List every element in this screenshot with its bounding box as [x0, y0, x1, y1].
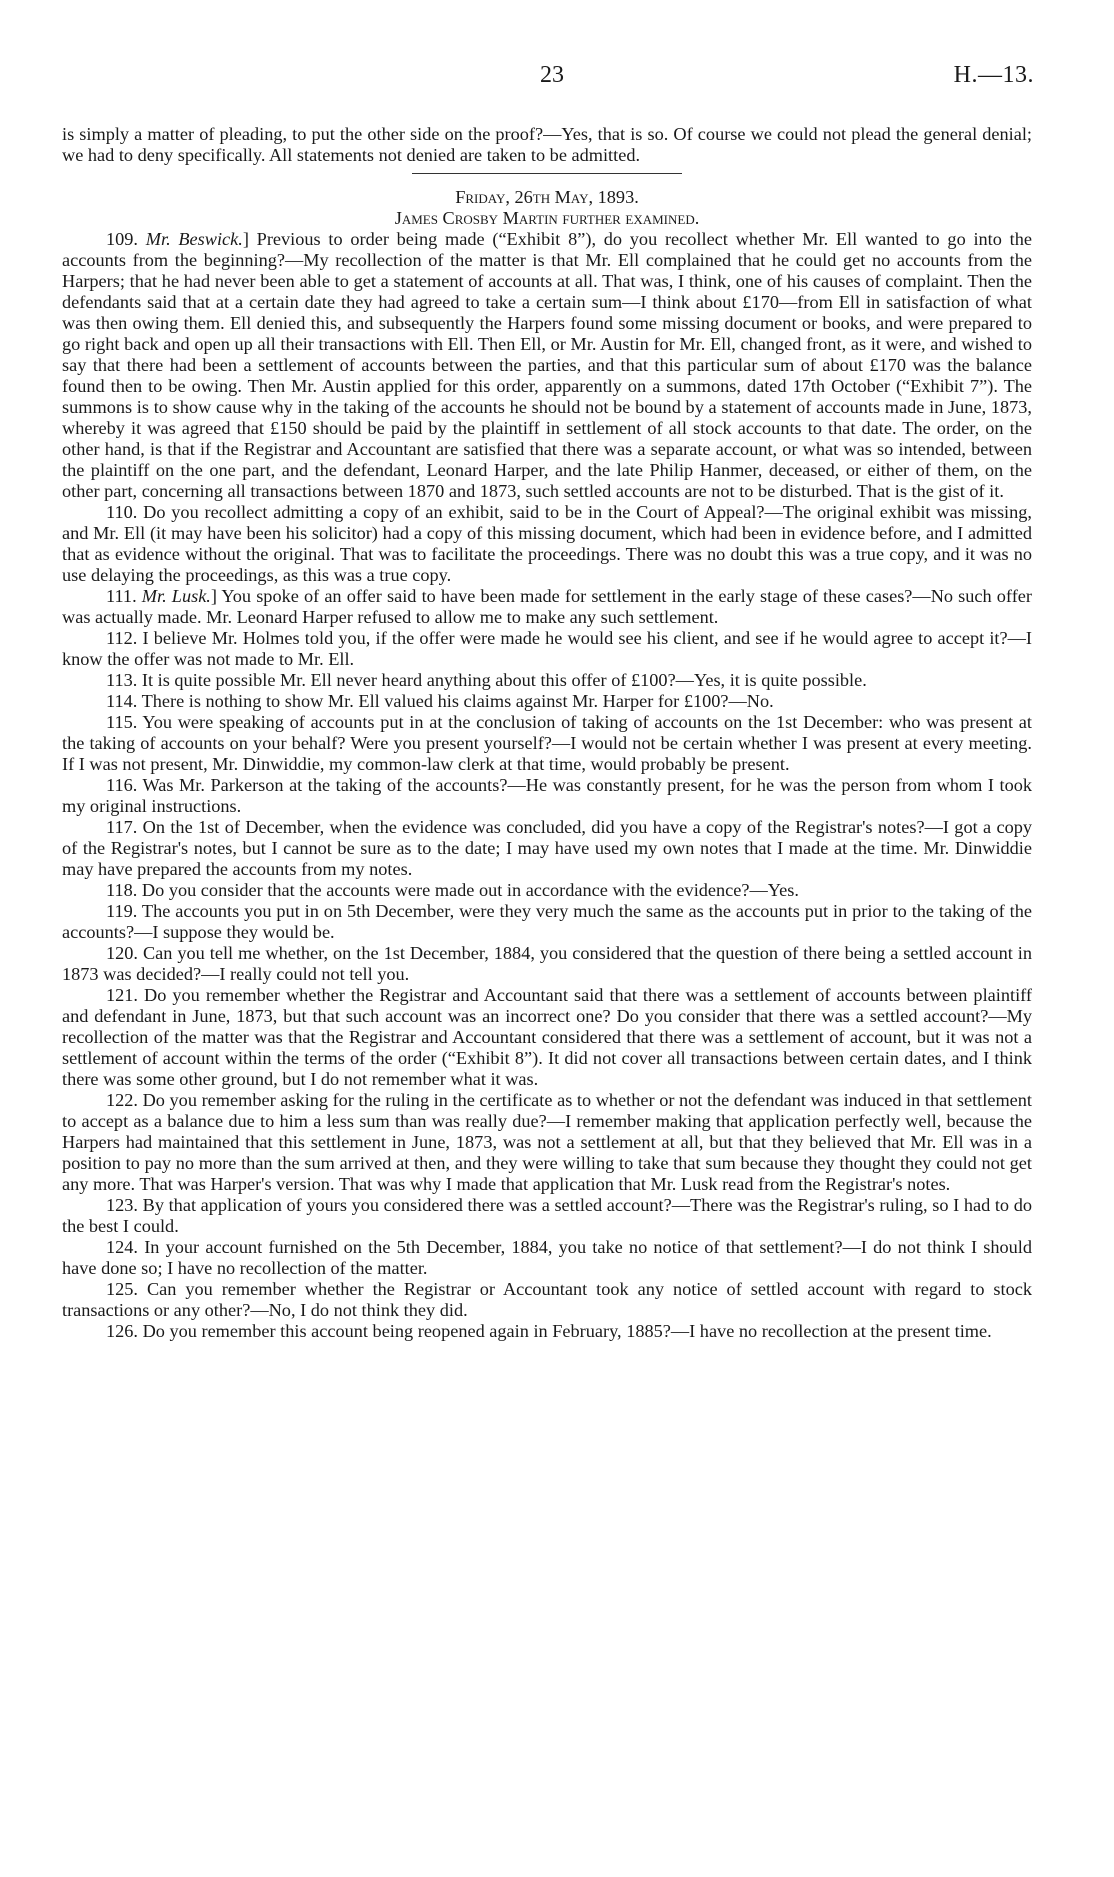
question-answer-text: Can you remember whether the Registrar or Accountant took any notice of settled account with regard to stock transactions or any other?—No, I do not think they did. — [62, 1279, 1032, 1320]
question-number: 112. — [106, 628, 138, 648]
question-number: 124. — [106, 1237, 138, 1257]
page-header — [0, 62, 1114, 102]
examination-paragraph — [62, 1279, 1032, 1321]
question-answer-text: I believe Mr. Holmes told you, if the offer were made he would see his client, and see if he would agree to accept it?—I know the offer was not made to Mr. Ell. — [62, 628, 1032, 669]
question-answer-text: Was Mr. Parkerson at the taking of the accounts?—He was constantly present, for he was the person from whom I took my original instructions. — [62, 775, 1032, 816]
speaker-name: Mr. Lusk. — [141, 586, 211, 606]
speaker-name: Mr. Beswick. — [145, 229, 243, 249]
question-number: 123. — [106, 1195, 138, 1215]
question-number: 116. — [106, 775, 138, 795]
question-answer-text: By that application of yours you considered there was a settled account?—There was the Registrar's ruling, so I had to do the best I could. — [62, 1195, 1032, 1236]
question-number: 110. — [106, 502, 138, 522]
question-answer-text: Do you remember asking for the ruling in the certificate as to whether or not the defendant was induced in that settlement to accept as a balance due to him a less sum than was really due?—I remember making that application perfectly well, because the Harpers had maintained that this settlement in June, 1873, was not a settlement at all, but that they believed that Mr. Ell was in a position to pay no more than the sum arrived at then, and they were willing to take that sum because they thought they could not get any more. That was Harper's version. That was why I made that application that Mr. Lusk read from the Registrar's notes. — [62, 1090, 1033, 1194]
question-answer-text: Do you remember this account being reopened again in February, 1885?—I have no recollection at the present time. — [142, 1321, 992, 1341]
examination-paragraph: 109. Mr. Beswick.] Previous to order being made (“Exhibit 8”), do you recollect whether Mr. Ell wanted to go into the accounts from the beginning?—My recollection of the matter is that Mr. Ell complained that he could get no accounts from the Harpers; that he had never been able to get a statement of accounts at all. That was, I think, one of his causes of complaint. Then the defendants said that at a certain date they had agreed to take a certain sum—I think about £170—from Ell in satisfaction of what was then owing them. Ell denied this, and subsequently the Harpers found some missing document or books, and were prepared to go right back and open up all their transactions with Ell. Then Ell, or Mr. Austin for Mr. Ell, changed front, as it were, and wished to say that there had been a settlement of accounts between the parties, and that this particular sum of about £170 was the balance found then to be owing. Then Mr. Austin applied for this order, apparently on a summons, dated 17th October (“Exhibit 7”). The summons is to show cause why in the taking of the accounts he should not be bound by a statement of accounts made in June, 1873, whereby it was agreed that £150 should be paid by the plaintiff in settlement of all stock accounts to that date. The order, on the other hand, is that if the Registrar and Accountant are satisfied that there was a separate account, or what was so intended, between the plaintiff on the one part, and the defendant, Leonard Harper, and the late Philip Hanmer, deceased, or either of them, on the other part, concerning all transactions between 1870 and 1873, such settled accounts are not to be disturbed. That is the gist of it. — [62, 229, 1032, 501]
examination-paragraph — [62, 1321, 1032, 1342]
examination-paragraph — [62, 502, 1032, 586]
section-divider — [412, 173, 682, 174]
question-answer-text: Do you remember whether the Registrar and Accountant said that there was a settlement of accounts between plaintiff and defendant in June, 1873, but that such account was an incorrect one? Do you consider that there was a settled account?—My recollection of the matter was that the Registrar and Accountant considered that there was a settlement of account, but it was not a settlement of account within the terms of the order (“Exhibit 8”). It did not cover all transactions between certain dates, and I think there was some other ground, but I do not remember what it was. — [62, 985, 1032, 1089]
question-answer-text: In your account furnished on the 5th December, 1884, you take no notice of that settlement?—I do not think I should have done so; I have no recollection of the matter. — [62, 1237, 1032, 1278]
question-answer-text: Do you recollect admitting a copy of an exhibit, said to be in the Court of Appeal?—The original exhibit was missing, and Mr. Ell (it may have been his solicitor) had a copy of this missing document, which had been in evidence before, and I admitted that as evidence without the original. That was to facilitate the proceedings. There was no doubt this was a true copy, and it was no use delaying the proceedings, as this was a true copy. — [62, 502, 1032, 585]
question-answer-text: Can you tell me whether, on the 1st December, 1884, you considered that the question of there being a settled account in 1873 was decided?—I really could not tell you. — [62, 943, 1032, 984]
examination-paragraph — [62, 817, 1032, 880]
question-number: 118. — [106, 880, 138, 900]
question-number: 119. — [106, 901, 138, 921]
page-number: 23 — [540, 62, 564, 88]
question-number: 109. — [106, 229, 138, 249]
question-answer-text: Do you consider that the accounts were made out in accordance with the evidence?—Yes. — [141, 880, 799, 900]
examination-paragraph — [62, 670, 1032, 691]
examination-paragraph — [62, 1237, 1032, 1279]
question-number: 111. — [106, 586, 137, 606]
question-answer-text: You were speaking of accounts put in at the conclusion of taking of accounts on the 1st December: who was present at the taking of accounts on your behalf? Were you present yourself?—I would not be certain whether I was present at every meeting. If I was not present, Mr. Dinwiddie, my common-law clerk at that time, would probably be present. — [62, 712, 1032, 774]
question-answer-text: It is quite possible Mr. Ell never heard anything about this offer of £100?—Yes, it is quite possible. — [141, 670, 867, 690]
examination-paragraph: 111. Mr. Lusk.] You spoke of an offer said to have been made for settlement in the early stage of these cases?—No such offer was actually made. Mr. Leonard Harper refused to allow me to make any such settlement. — [62, 586, 1032, 627]
examination-paragraph — [62, 985, 1032, 1090]
question-answer-text: You spoke of an offer said to have been made for settlement in the early stage of these cases?—No such offer was actually made. Mr. Leonard Harper refused to allow me to make any such settlement. — [62, 586, 1032, 627]
question-number: 117. — [106, 817, 138, 837]
intro-paragraph: is simply a matter of pleading, to put the other side on the proof?—Yes, that is so. Of course we could not plead the general denial; we had to deny specifically. All statements not denied are taken to be admitted. — [62, 124, 1032, 165]
question-number: 122. — [106, 1090, 138, 1110]
page-content — [62, 124, 1032, 1342]
examination-paragraph — [62, 775, 1032, 817]
examination-paragraph — [62, 1195, 1032, 1237]
question-answer-text: On the 1st of December, when the evidence was concluded, did you have a copy of the Registrar's notes?—I got a copy of the Registrar's notes, but I cannot be sure as to the date; I may have used my own notes that I made at the time. Mr. Dinwiddie may have prepared the accounts from my notes. — [62, 817, 1032, 879]
question-answer-text: Previous to order being made (“Exhibit 8”), do you recollect whether Mr. Ell wanted to go into the accounts from the beginning?—My recollection of the matter is that Mr. Ell complained that he could get no accounts from the Harpers; that he had never been able to get a statement of accounts at all. That was, I think, one of his causes of complaint. Then the defendants said that at a certain date they had agreed to take a certain sum—I think about £170—from Ell in satisfaction of what was then owing them. Ell denied this, and subsequently the Harpers found some missing document or books, and were prepared to go right back and open up all their transactions with Ell. Then Ell, or Mr. Austin for Mr. Ell, changed front, as it were, and wished to say that there had been a settlement of accounts between the parties, and that this particular sum of about £170 was the balance found then to be owing. Then Mr. Austin applied for this order, apparently on a summons, dated 17th October (“Exhibit 7”). The summons is to show cause why in the taking of the accounts he should not be bound by a statement of accounts made in June, 1873, whereby it was agreed that £150 should be paid by the plaintiff in settlement of all stock accounts to that date. The order, on the other hand, is that if the Registrar and Accountant are satisfied that there was a separate account, or what was so intended, between the plaintiff on the one part, and the defendant, Leonard Harper, and the late Philip Hanmer, deceased, or either of them, on the other part, concerning all transactions between 1870 and 1873, such settled accounts are not to be disturbed. That is the gist of it. — [62, 229, 1032, 501]
question-number: 126. — [106, 1321, 138, 1341]
question-answer-text: There is nothing to show Mr. Ell valued his claims against Mr. Harper for £100?—No. — [141, 691, 774, 711]
question-answer-text: The accounts you put in on 5th December, were they very much the same as the accounts put in prior to the taking of the accounts?—I suppose they would be. — [62, 901, 1032, 942]
question-number: 115. — [106, 712, 138, 732]
examination-paragraph — [62, 712, 1032, 775]
examination-paragraph — [62, 1090, 1032, 1195]
date-heading: Friday, 26th May, 1893. — [455, 187, 639, 207]
question-number: 114. — [106, 691, 138, 711]
examination-paragraph — [62, 901, 1032, 943]
witness-heading: James Crosby Martin further examined. — [394, 208, 700, 228]
examination-paragraph — [62, 880, 1032, 901]
examination-list — [62, 229, 1032, 1342]
question-number: 125. — [106, 1279, 138, 1299]
examination-paragraph — [62, 628, 1032, 670]
examination-paragraph — [62, 943, 1032, 985]
question-number: 113. — [106, 670, 138, 690]
question-number: 121. — [106, 985, 138, 1005]
document-reference: H.—13. — [953, 62, 1034, 88]
question-number: 120. — [106, 943, 138, 963]
examination-paragraph — [62, 691, 1032, 712]
